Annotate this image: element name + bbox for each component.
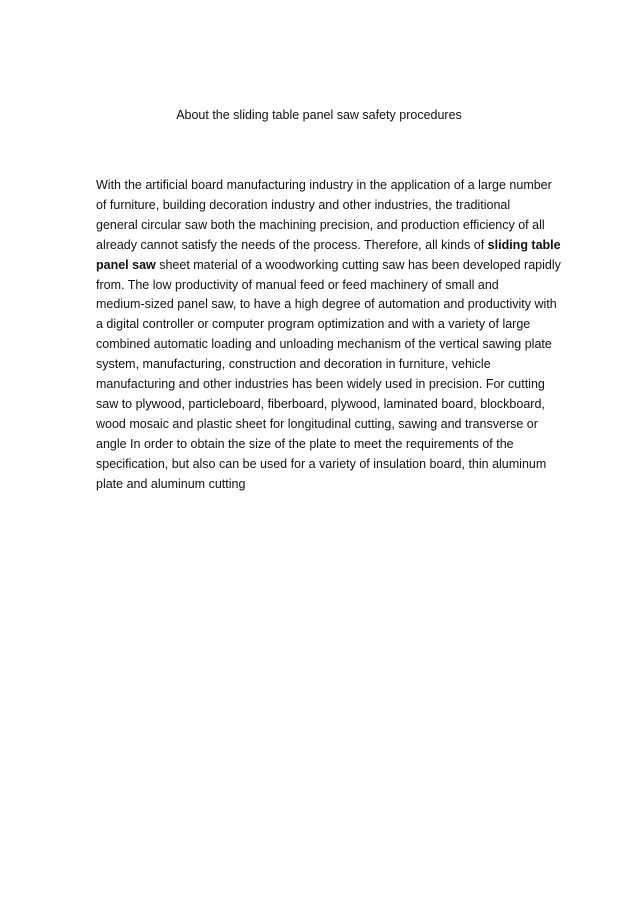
paragraph-line: system, manufacturing, construction and decoration in furniture, vehicle xyxy=(96,357,491,372)
paragraph-line: manufacturing and other industries has been widely used in precision. For cutting xyxy=(96,377,545,392)
paragraph-line: With the artificial board manufacturing industry in the application of a large number xyxy=(96,178,552,192)
paragraph-line: a digital controller or computer program optimization and with a variety of large xyxy=(96,317,531,332)
paragraph-line: angle In order to obtain the size of the plate to meet the requirements of the xyxy=(96,436,514,451)
paragraph-text: already cannot satisfy the needs of the process. Therefore, all kinds of xyxy=(96,237,488,252)
paragraph-line xyxy=(96,236,561,256)
paragraph-line: wood mosaic and plastic sheet for longitudinal cutting, sawing and transverse or xyxy=(96,416,538,431)
bold-keyword: panel saw xyxy=(96,257,156,272)
document-title: About the sliding table panel saw safety procedures xyxy=(176,108,462,122)
paragraph-line: combined automatic loading and unloading mechanism of the vertical sawing plate xyxy=(96,337,552,352)
paragraph-line: plate and aluminum cutting xyxy=(96,476,246,491)
paragraph-line: saw to plywood, particleboard, fiberboard, plywood, laminated board, blockboard, xyxy=(96,396,545,411)
paragraph-line: from. The low productivity of manual feed or feed machinery of small and xyxy=(96,277,499,292)
paragraph-line: medium-sized panel saw, to have a high degree of automation and productivity with xyxy=(96,297,557,312)
body-paragraph xyxy=(96,176,561,495)
bold-keyword: sliding table xyxy=(487,237,561,252)
paragraph-text: sheet material of a woodworking cutting saw has been developed rapidly xyxy=(155,257,561,272)
paragraph-line: of furniture, building decoration industry and other industries, the traditional xyxy=(96,197,511,212)
paragraph-line: specification, but also can be used for a variety of insulation board, thin aluminum xyxy=(96,456,547,471)
paragraph-line xyxy=(96,256,561,276)
paragraph-line: general circular saw both the machining precision, and production efficiency of all xyxy=(96,217,545,232)
